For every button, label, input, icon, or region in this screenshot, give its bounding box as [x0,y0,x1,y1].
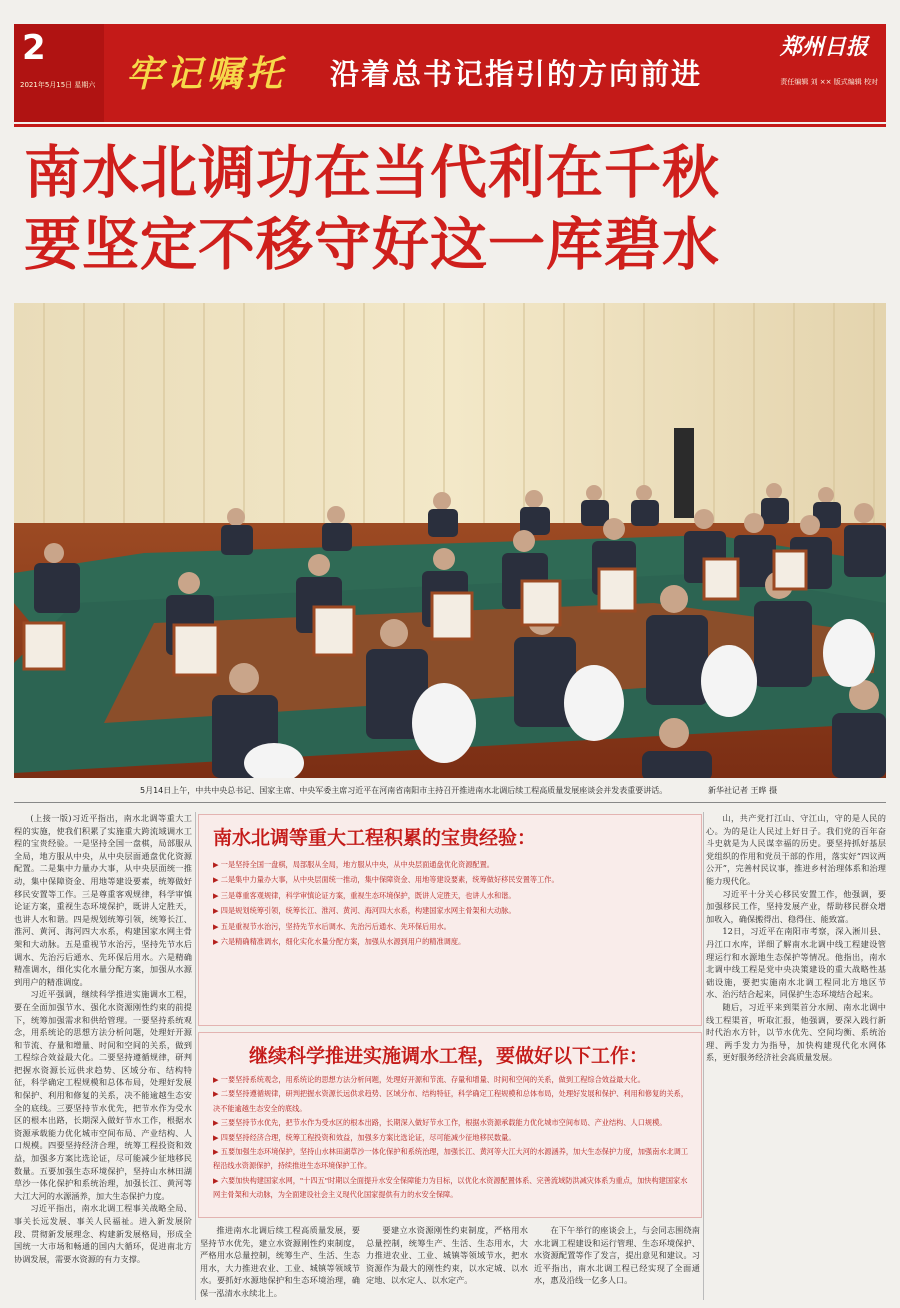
article-paragraph: 在下午举行的座谈会上，与会同志围绕南水北调工程建设和运行管理、生态环境保护、水资源配置等作了发言，提出意见和建议。习近平指出，南水北调工程已经实现了全面通水，惠及沿线一亿多人口。 [534,1225,700,1286]
article-paragraph: 习近平强调，继续科学推进实施调水工程，要在全面加强节水、强化水资源刚性约束的前提下，统筹加强需求和供给管理。一要坚持系统观念，用系统论的思想方法分析问题，处理好开源和节流、存量和增量、时间和空间的关系，做到工程综合效益最大化。二要坚持遵循规律，研判把握水资源长远供求趋势、区域分布、结构特征，科学确定工程规模和总体布局，处理好发展和保护、利用和修复的关系，决不能逾越生态安全的底线。三要坚持节水优先，把节水作为受水区的根本出路，长期深入做好节水工作，根据水资源承载能力优化城市空间布局、产业结构、人口规模。四要坚持经济合理，统筹工程投资和效益，加强多方案比选论证，尽可能减少征地移民数量。五要加强生态环境保护，坚持山水林田湖草沙一体化保护和系统治理，加强长江、黄河等大江大河的水源涵养，加大生态保护力度。 [14,989,192,1201]
article-paragraph: 随后，习近平来到渠首分水闸、南水北调中线工程渠首，听取汇报，他强调，要深入践行新时代治水方针，以节水优先、空间均衡、系统治理、两手发力为指导，加快构建现代化水网体系，更好服务经济社会高质量发展。 [706,1001,886,1063]
masthead-banner [14,24,886,122]
article-paragraph: 要建立水资源刚性约束制度，严格用水总量控制，统筹生产、生活、生态用水，大力推进农业、工业、城镇等领域节水，把水资源作为最大的刚性约束，以水定城、以水定地、以水定人、以水定产。 [366,1225,528,1286]
headline-line-2: 要坚定不移守好这一库碧水 [24,212,720,278]
experience-item: ▶ 四是规划统筹引领，统筹长江、淮河、黄河、海河四大水系，构建国家水网主骨架和大动脉。 [213,906,516,916]
task-item: ▶ 一要坚持系统观念，用系统论的思想方法分析问题，处理好开源和节流、存量和增量、时间和空间的关系，做到工程综合效益最大化。 [213,1075,645,1084]
newspaper-logo: 郑州日报 [779,34,868,60]
experience-box [198,814,702,1026]
article-column-right [706,812,886,1300]
experience-item: ▶ 五是重视节水治污，坚持先节水后调水、先治污后通水、先环保后用水。 [213,921,451,931]
experience-list [213,857,689,949]
article-column-left [14,812,192,1300]
article-paragraph: 推进南水北调后续工程高质量发展，要坚持节水优先，建立水资源刚性约束制度，严格用水总量控制，统筹生产、生活、生态用水，大力推进农业、工业、城镇等领域节水。要抓好水源地保护和生态环境治理，确保一泓清水永续北上。 [200,1225,360,1298]
page-number: 2 [22,28,46,68]
meeting-photo [14,303,886,778]
task-item: ▶ 四要坚持经济合理，统筹工程投资和效益，加强多方案比选论证，尽可能减少征地移民数量。 [213,1132,516,1142]
task-item: ▶ 五要加强生态环境保护，坚持山水林田湖草沙一体化保护和系统治理，加强长江、黄河等大江大河的水源涵养，加大生态保护力度，加强南水北调工程沿线水资源保护，持续推进生态环境保护工作。 [213,1147,689,1171]
headline-line-1: 南水北调功在当代利在千秋 [24,140,720,206]
article-column-bottom-3 [534,1224,700,1300]
column-divider [703,812,704,1300]
photo-credit: 新华社记者 王晔 摄 [708,786,778,795]
masthead-rule [14,124,886,127]
column-slogan: 牢记嘱托 [126,53,287,95]
task-item: ▶ 六要加快构建国家水网，"十四五"时期以全面提升水安全保障能力为目标，以优化水资源配置体系、完善流域防洪减灾体系为重点，加快构建国家水网主骨架和大动脉，为全面建设社会主义现代化国家提供有力的水安全保障。 [213,1175,688,1200]
page-number-block [14,24,104,122]
column-divider [195,812,196,1300]
article-paragraph: 12日，习近平在南阳市考察，深入淅川县、丹江口水库，详细了解南水北调中线工程建设管理运行和水源地生态保护等情况。他指出，南水北调中线工程是党中央决策建设的重大战略性基础设施，要把实施南水北调工程同北方地区节水、治污结合起来，同保护生态环境结合起来。 [706,926,886,1000]
experience-item: ▶ 三是尊重客观规律，科学审慎论证方案，重视生态环境保护，既讲人定胜天，也讲人水和谐。 [213,890,516,900]
tasks-box [198,1032,702,1218]
column-title: 沿着总书记指引的方向前进 [330,57,703,91]
issue-date: 2021年5月15日 星期六 [20,81,96,89]
experience-item: ▶ 二是集中力量办大事，从中央层面统一推动，集中保障资金、用地等建设要素，统筹做好移民安置等工作。 [213,875,559,885]
tasks-list [213,1073,689,1203]
article-column-bottom-2 [366,1224,528,1300]
editor-info: 责任编辑 刘 ×× 版式编辑 校对 [780,78,878,86]
experience-item: ▶ 一是坚持全国一盘棋，局部服从全局，地方服从中央，从中央层面通盘优化资源配置。 [213,860,494,869]
experience-item: ▶ 六是精确精准调水，细化实化水量分配方案，加强从水源到用户的精准调度。 [213,937,466,947]
article-paragraph: 习近平指出，南水北调工程事关战略全局、事关长远发展、事关人民福祉。进入新发展阶段、贯彻新发展理念、构建新发展格局，形成全国统一大市场和畅通的国内大循环，促进南北方协调发展，需要水资源的有力支撑。 [14,1203,192,1264]
section-rule [14,802,886,803]
article-paragraph: 山，共产党打江山、守江山，守的是人民的心。为的是让人民过上好日子。我们党的百年奋斗史就是为人民谋幸福的历史。要坚持抓好基层党组织的作用和党员干部的作用，落实好“四议两公开”，完善村民议事，推进乡村治理体系和治理能力现代化。 [706,813,886,886]
task-item: ▶ 三要坚持节水优先，把节水作为受水区的根本出路，长期深入做好节水工作，根据水资源承载能力优化城市空间布局、产业结构、人口规模。 [213,1118,667,1128]
photo-caption: 5月14日上午，中共中央总书记、国家主席、中央军委主席习近平在河南省南阳市主持召开推进南水北调后续工程高质量发展座谈会并发表重要讲话。 [140,786,668,795]
task-item: ▶ 二要坚持遵循规律，研判把握水资源长远供求趋势、区域分布、结构特征，科学确定工程规模和总体布局，处理好发展和保护、利用和修复的关系，决不能逾越生态安全的底线。 [213,1089,689,1113]
tasks-box-title: 继续科学推进实施调水工程，要做好以下工作： [249,1045,649,1067]
article-column-bottom-1 [200,1224,360,1300]
article-paragraph: 习近平十分关心移民安置工作，他强调，要加强移民工作，坚持发展产业，帮助移民群众增加收入，确保搬得出、稳得住、能致富。 [706,888,886,924]
article-paragraph: (上接一版)习近平指出，南水北调等重大工程的实施，使我们积累了实施重大跨流域调水工程的宝贵经验。一是坚持全国一盘棋，局部服从全局，地方服从中央，从中央层面通盘优化资源配置。二是集中力量办大事，从中央层面统一推动，集中保障资金、用地等建设要素，统筹做好移民安置等工作。三是尊重客观规律，科学审慎论证方案，重视生态环境保护，既讲人定胜天，也讲人水和谐。四是规划统筹引领，统筹长江、淮河、黄河、海河四大水系，构建国家水网主骨架和大动脉。五是重视节水治污，坚持先节水后调水、先治污后通水、先环保后用水。六是精确精准调水，细化实化水量分配方案，加强从水源到用户的精准调度。 [14,813,192,987]
meeting-photo-illustration [14,303,886,778]
experience-box-title: 南水北调等重大工程积累的宝贵经验： [213,827,537,849]
